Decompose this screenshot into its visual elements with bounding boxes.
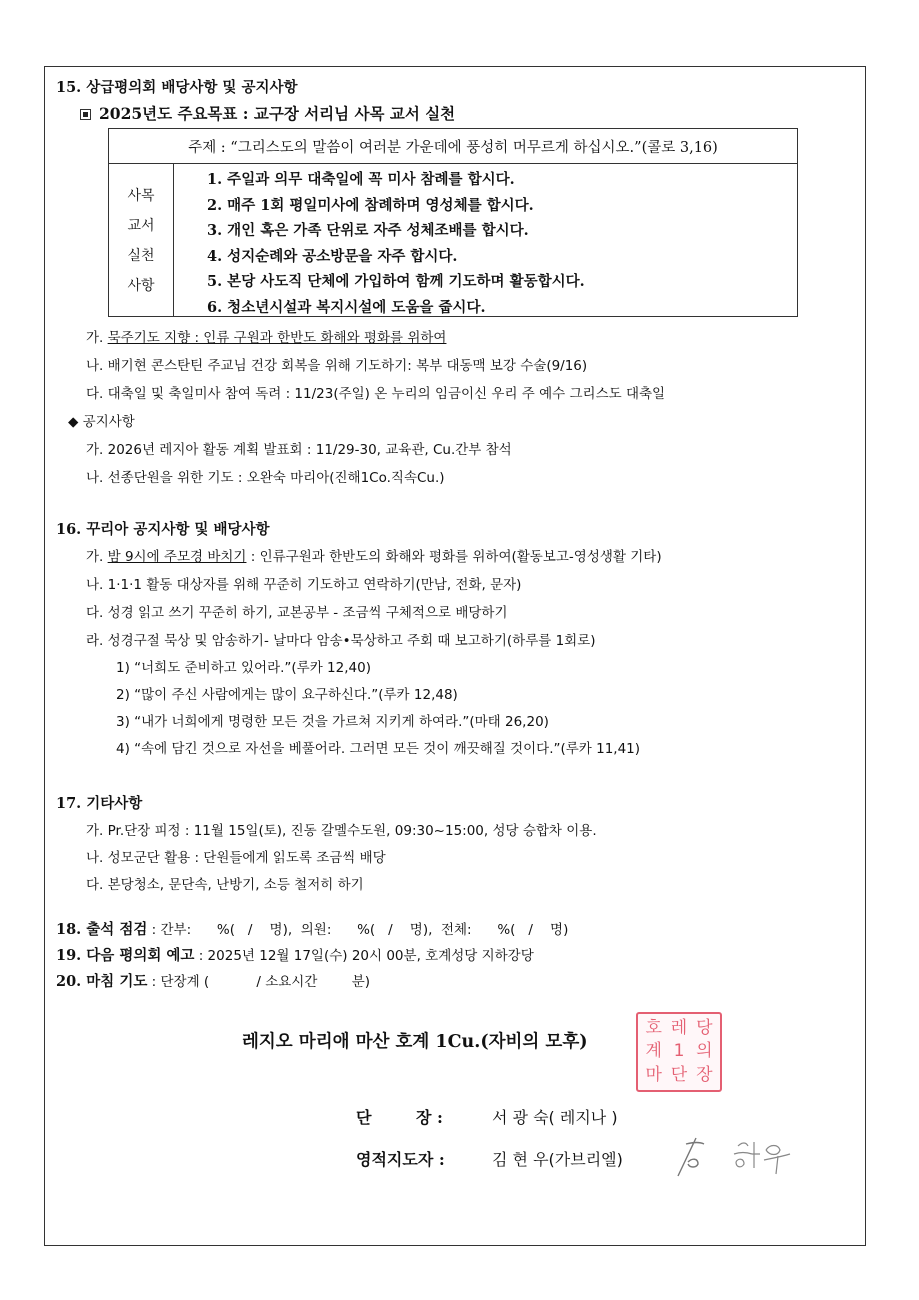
seal-char: 계 (645, 1041, 662, 1062)
section-15-item-da: 다. 대축일 및 축일미사 참여 독려 : 11/23(주일) 온 누리의 임금이신 우리 주 예수 그리스도 대축일 (86, 386, 666, 402)
goal-item: 3. 개인 혹은 가족 단위로 자주 성체조배를 합시다. (207, 222, 529, 239)
verse-item: 1) “너희도 준비하고 있어라.”(루카 12,40) (116, 660, 371, 676)
goal-item: 2. 매주 1회 평일미사에 참례하며 영성체를 합시다. (207, 196, 534, 214)
theme-row: 주제 : “그리스도의 말씀이 여러분 가운데에 풍성히 머무르게 하십시오.”(콜로 3,16) (109, 129, 797, 164)
next-meeting-value: : 2025년 12월 17일(수) 20시 00분, 호계성당 지하강당 (194, 948, 534, 964)
goal-label: 2025년도 주요목표 : 교구장 서리님 사목 교서 실천 (99, 104, 456, 123)
closing-prayer-line (56, 972, 370, 992)
side-label: 사항 (127, 277, 155, 294)
item-prefix: 가. (86, 549, 108, 565)
side-label-cell (109, 163, 174, 316)
seal-char: 단 (670, 1064, 688, 1085)
side-label: 사목 (127, 187, 155, 204)
item-text: : 인류구원과 한반도의 화해와 평화를 위하여(활동보고-영성생활 기타) (246, 549, 662, 565)
leader-label: 단 장 : (356, 1108, 443, 1127)
seal-char: 마 (645, 1064, 662, 1085)
underlined-text: 묵주기도 지향 : 인류 구원과 한반도 화해와 평화를 위하여 (107, 330, 447, 346)
item-underlined-text: 밤 9시에 주모경 바치기 (107, 549, 247, 565)
notice-item: 나. 선종단원을 위한 기도 : 오완숙 마리아(진해1Co.직속Cu.) (86, 470, 445, 486)
next-meeting-label: 19. 다음 평의회 예고 (56, 947, 195, 964)
notice-heading: ◆ 공지사항 (68, 414, 135, 430)
verse-item: 3) “내가 너희에게 명령한 모든 것을 가르쳐 지키게 하여라.”(마태 26,20) (116, 714, 549, 730)
notice-item: 가. 2026년 레지아 활동 계획 발표회 : 11/29-30, 교육관, Cu.간부 참석 (86, 442, 512, 458)
goal-item: 6. 청소년시설과 복지시설에 도움을 줍시다. (207, 298, 486, 316)
seal-char: 레 (670, 1018, 688, 1039)
seal-char: 장 (696, 1064, 713, 1085)
handwritten-signature-icon (672, 1132, 802, 1182)
seal-char: 당 (696, 1018, 713, 1039)
next-meeting-line (56, 946, 534, 966)
seal-char: 호 (645, 1018, 662, 1039)
section-15-item-ga (86, 328, 446, 348)
item-text: 가. 묵주기도 지향 : 인류 구원과 한반도 화해와 평화를 위하여 (86, 330, 447, 346)
attendance-value: : 간부: %( / 명), 의원: %( / 명), 전체: %( / 명) (147, 922, 569, 938)
attendance-line (56, 920, 568, 940)
section-17-item: 나. 성모군단 활용 : 단원들에게 읽도록 조금씩 배당 (86, 850, 386, 866)
official-seal-stamp (636, 1012, 722, 1092)
section-17-item: 다. 본당청소, 문단속, 난방기, 소등 철저히 하기 (86, 877, 364, 893)
goal-item: 5. 본당 사도직 단체에 가입하여 함께 기도하며 활동합시다. (207, 273, 585, 290)
organization-name: 레지오 마리애 마산 호계 1Cu.(자비의 모후) (242, 1032, 588, 1052)
goal-item: 1. 주일과 의무 대축일에 꼭 미사 참례를 합시다. (207, 171, 515, 188)
section-17-item: 가. Pr.단장 피정 : 11월 15일(토), 진동 갈멜수도원, 09:30~15:00, 성당 승합차 이용. (86, 823, 597, 839)
section-16-item: 다. 성경 읽고 쓰기 꾸준히 하기, 교본공부 - 조금씩 구체적으로 배당하기 (86, 605, 508, 621)
section-17-heading: 17. 기타사항 (56, 795, 143, 812)
goal-item: 4. 성지순례와 공소방문을 자주 합시다. (207, 247, 458, 265)
section-16-item: 나. 1·1·1 활동 대상자를 위해 꾸준히 기도하고 연락하기(만남, 전화, 문자) (86, 577, 522, 593)
goal-line (80, 104, 455, 124)
section-15-item-na: 나. 배기현 콘스탄틴 주교님 건강 회복을 위해 기도하기: 복부 대동맥 보강 수술(9/16) (86, 358, 588, 374)
side-label: 교서 (127, 217, 155, 234)
verse-item: 2) “많이 주신 사람에게는 많이 요구하신다.”(루카 12,48) (116, 687, 458, 703)
square-bullet-icon (80, 109, 91, 120)
side-label: 실천 (127, 247, 155, 264)
section-16-item: 라. 성경구절 묵상 및 암송하기- 날마다 암송•묵상하고 주회 때 보고하기(하루를 1회로) (86, 633, 596, 649)
attendance-label: 18. 출석 점검 (56, 921, 148, 938)
seal-char: 의 (696, 1041, 713, 1062)
section-15-heading: 15. 상급평의회 배당사항 및 공지사항 (56, 79, 298, 96)
goal-items-cell (173, 163, 797, 316)
closing-prayer-value: : 단장계 ( / 소요시간 분) (147, 974, 371, 990)
verse-item: 4) “속에 담긴 것으로 자선을 베풀어라. 그러면 모든 것이 깨끗해질 것이다.”(루카 11,41) (116, 741, 641, 757)
section-16-heading: 16. 꾸리아 공지사항 및 배당사항 (56, 521, 270, 538)
director-label: 영적지도자 : (356, 1150, 445, 1169)
section-16-item-ga (86, 547, 662, 567)
pastoral-goal-table (108, 128, 798, 317)
seal-char: 1 (673, 1041, 685, 1062)
leader-name: 서 광 숙( 레지나 ) (492, 1108, 618, 1127)
director-name: 김 현 우(가브리엘) (492, 1150, 623, 1169)
closing-prayer-label: 20. 마침 기도 (56, 973, 148, 990)
